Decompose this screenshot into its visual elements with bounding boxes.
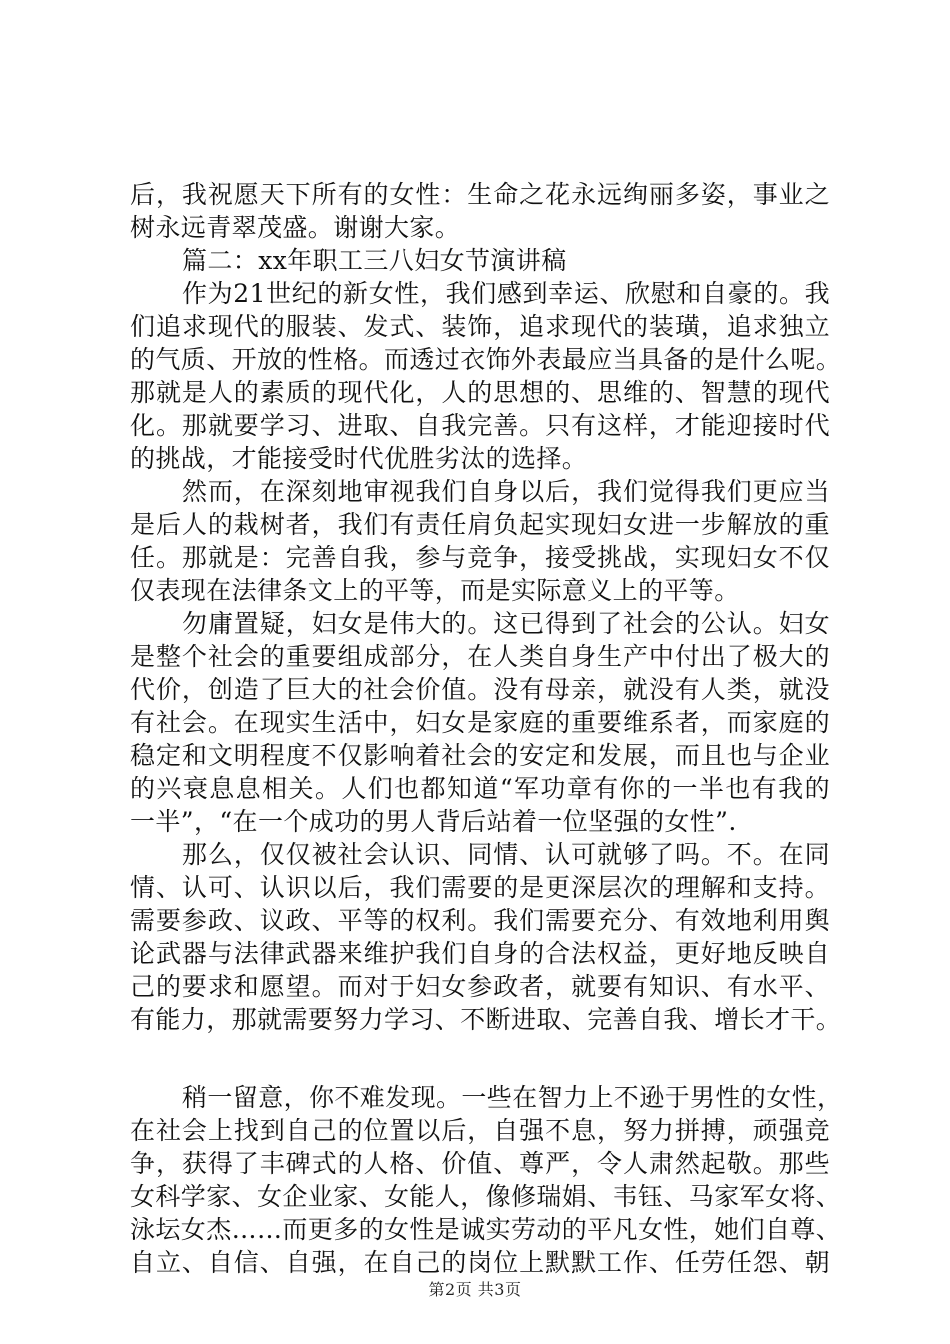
section-heading <box>130 244 830 277</box>
text-line: 论武器与法律武器来维护我们自身的合法权益，更好地反映自 <box>130 939 830 968</box>
paragraph-closing <box>130 178 830 244</box>
text-line: 后，我祝愿天下所有的女性：生命之花永远绚丽多姿，事业之 <box>130 180 830 209</box>
text-line: 们追求现代的服装、发式、装饰，追求现代的装璜，追求独立 <box>130 312 830 341</box>
paragraph <box>130 1081 843 1279</box>
page-number: 第2页 共3页 <box>428 1280 522 1299</box>
paragraph <box>130 838 842 1036</box>
text-line: 树永远青翠茂盛。谢谢大家。 <box>130 213 461 242</box>
text-line: 那就是人的素质的现代化，人的思想的、思维的、智慧的现代 <box>130 378 830 407</box>
text-line: 任。那就是：完善自我，参与竞争，接受挑战，实现妇女不仅 <box>130 543 830 572</box>
text-line: 的兴衰息息相关。人们也都知道“军功章有你的一半也有我的 <box>130 774 830 803</box>
heading-text: 篇二：xx年职工三八妇女节演讲稿 <box>182 246 567 275</box>
text-line: 有社会。在现实生活中，妇女是家庭的重要维系者，而家庭的 <box>130 708 830 737</box>
text-line: 有能力，那就需要努力学习、不断进取、完善自我、增长才干。 <box>130 1005 842 1034</box>
text-line: 一半”，“在一个成功的男人背后站着一位坚强的女性”. <box>130 807 737 836</box>
document-body <box>130 178 843 1279</box>
text-line: 的气质、开放的性格。而透过衣饰外表最应当具备的是什么呢。 <box>130 345 842 374</box>
text-line: 的挑战，才能接受时代优胜劣汰的选择。 <box>130 444 588 473</box>
text-line: 情、认可、认识以后，我们需要的是更深层次的理解和支持。 <box>130 873 830 902</box>
text-line: 在社会上找到自己的位置以后，自强不息，努力拼搏，顽强竞 <box>130 1116 830 1145</box>
text-line: 化。那就要学习、进取、自我完善。只有这样，才能迎接时代 <box>130 411 830 440</box>
text-line: 女科学家、女企业家、女能人，像修瑞娟、韦钰、马家军女将、 <box>130 1182 842 1211</box>
text-line: 稳定和文明程度不仅影响着社会的安定和发展，而且也与企业 <box>130 741 830 770</box>
paragraph <box>130 277 842 475</box>
text-line: 自立、自信、自强，在自己的岗位上默默工作、任劳任怨、朝 <box>130 1248 830 1277</box>
page-footer <box>0 1280 950 1300</box>
text-line: 需要参政、议政、平等的权利。我们需要充分、有效地利用舆 <box>130 906 830 935</box>
paragraph <box>130 607 830 838</box>
text-line: 代价，创造了巨大的社会价值。没有母亲，就没有人类，就没 <box>130 675 830 704</box>
text-line: 仅表现在法律条文上的平等，而是实际意义上的平等。 <box>130 576 740 605</box>
text-line: 那么，仅仅被社会认识、同情、认可就够了吗。不。在同 <box>182 840 830 869</box>
text-line: 己的要求和愿望。而对于妇女参政者，就要有知识、有水平、 <box>130 972 830 1001</box>
text-line: 争，获得了丰碑式的人格、价值、尊严，令人肃然起敬。那些 <box>130 1149 830 1178</box>
text-line: 是后人的栽树者，我们有责任肩负起实现妇女进一步解放的重 <box>130 510 830 539</box>
text-line: 勿庸置疑，妇女是伟大的。这已得到了社会的公认。妇女 <box>182 609 830 638</box>
text-line: 作为21世纪的新女性，我们感到幸运、欣慰和自豪的。我 <box>182 279 830 308</box>
paragraph-gap <box>130 1036 830 1081</box>
paragraph <box>130 475 830 607</box>
text-line: 是整个社会的重要组成部分，在人类自身生产中付出了极大的 <box>130 642 830 671</box>
text-line: 泳坛女杰……而更多的女性是诚实劳动的平凡女性，她们自尊、 <box>130 1215 842 1244</box>
text-line: 然而，在深刻地审视我们自身以后，我们觉得我们更应当 <box>182 477 830 506</box>
text-line: 稍一留意，你不难发现。一些在智力上不逊于男性的女性， <box>182 1083 843 1112</box>
